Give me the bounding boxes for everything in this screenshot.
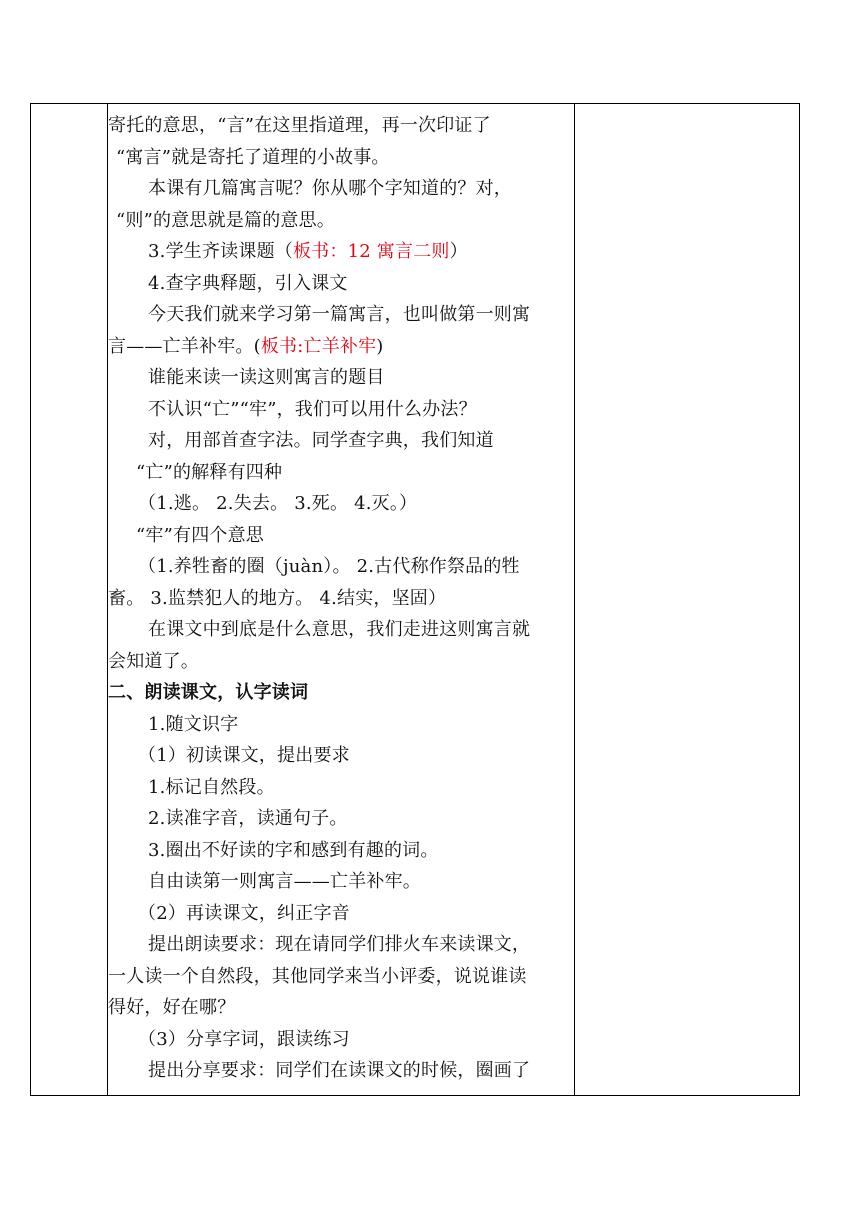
- text-line: 畜。 3.监禁犯人的地方。 4.结实，坚固）: [108, 587, 447, 609]
- text-line: 对，用部首查字法。同学查字典，我们知道: [148, 430, 494, 451]
- text-line: 提出朗读要求：现在请同学们排火车来读课文，: [148, 934, 531, 955]
- section-heading: 二、朗读课文，认字读词: [108, 682, 309, 703]
- text-line: 自由读第一则寓言——亡羊补牢。: [148, 871, 421, 892]
- text-line: 今天我们就来学习第一篇寓言，也叫做第一则寓: [148, 304, 531, 325]
- text-line: 1.随文识字: [148, 713, 239, 735]
- text-line: （1.逃。 2.失去。 3.死。 4.灭。）: [138, 493, 418, 514]
- text-line: 一人读一个自然段，其他同学来当小评委，说说谁读: [108, 965, 527, 987]
- text-line: 本课有几篇寓言呢？你从哪个字知道的？对，: [148, 178, 512, 199]
- text-line: “寓言”就是寄托了道理的小故事。: [116, 146, 390, 168]
- text-line: 3.圈出不好读的字和感到有趣的词。: [148, 839, 439, 861]
- text-line: 1.标记自然段。: [148, 776, 275, 798]
- text-line: 不认识“亡”“牢”，我们可以用什么办法？: [148, 398, 477, 420]
- text-line: （1.养牲畜的圈（juàn）。 2.古代称作祭品的牲: [138, 556, 520, 577]
- text-line: （2）再读课文，纠正字音: [138, 902, 350, 924]
- text-line: “亡”的解释有四种: [136, 461, 283, 483]
- text-line: 会知道了。: [108, 650, 199, 672]
- text-line: 2.读准字音，读通句子。: [148, 808, 348, 829]
- board-writing-note: 板书:亡羊补牢: [260, 335, 377, 357]
- text-line: 4.查字典释题，引入课文: [148, 272, 348, 294]
- text-line: 言——亡羊补牢。(板书:亡羊补牢): [108, 335, 384, 357]
- text-line: 寄托的意思，“言”在这里指道理，再一次印证了: [108, 115, 491, 136]
- text-line: 提出分享要求：同学们在读课文的时候，圈画了: [148, 1060, 531, 1081]
- text-line: （1）初读课文，提出要求: [138, 745, 350, 766]
- lesson-content-cell: [108, 110, 574, 1087]
- text-line: 3.学生齐读课题（板书：12 寓言二则）: [148, 241, 468, 262]
- text-line: “牢”有四个意思: [136, 524, 265, 546]
- board-writing-note: 板书：12 寓言二则: [292, 241, 450, 262]
- text-line: 在课文中到底是什么意思，我们走进这则寓言就: [148, 619, 531, 640]
- text-line: （3）分享字词，跟读练习: [138, 1028, 350, 1050]
- text-line: 谁能来读一读这则寓言的题目: [148, 367, 385, 388]
- text-line: 得好，好在哪？: [108, 997, 236, 1018]
- column-divider-right: [574, 104, 575, 1095]
- text-line: “则”的意思就是篇的意思。: [116, 209, 336, 231]
